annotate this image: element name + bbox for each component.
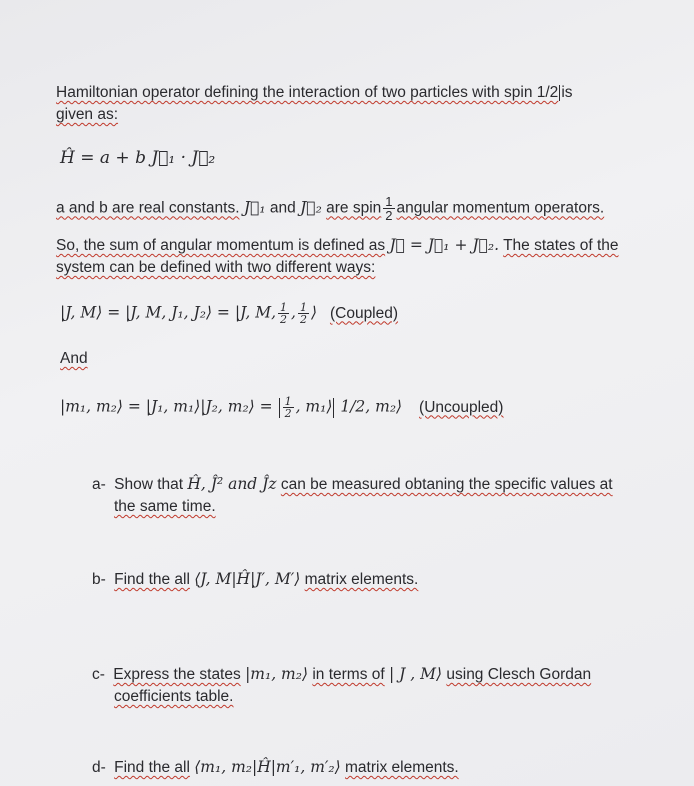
frac-num: 1: [284, 395, 292, 408]
operators-math: Ĥ, Ĵ² and Ĵz: [187, 475, 277, 493]
uncoupled-math-c: 1/2, m₂⟩: [340, 397, 403, 416]
hamiltonian-equation: Ĥ = a + b J⃗₁ · J⃗₂: [60, 148, 216, 168]
question-b: [92, 570, 418, 589]
frac-num: 1: [280, 301, 288, 314]
question-text: Find the all: [114, 759, 190, 776]
para1-and: and: [269, 199, 296, 217]
uncoupled-equation: [60, 396, 503, 419]
question-text: using Clesch Gordan: [446, 666, 592, 683]
para2-text-2: The states of the: [503, 237, 619, 254]
bracket-bar: [279, 398, 280, 418]
uncoupled-label: (Uncoupled): [419, 398, 504, 416]
para1-text-2: are spin: [326, 199, 382, 217]
question-text: Show that: [114, 476, 184, 493]
uncoupled-frac: [283, 396, 294, 419]
para1-line: [56, 195, 604, 222]
coupled-frac-2: [298, 302, 309, 325]
para1-text-3: angular momentum operators.: [396, 199, 605, 217]
question-letter: b-: [92, 571, 106, 588]
and-word: [60, 350, 88, 368]
matrix-element-math: ⟨J, M|Ĥ|J′, M′⟩: [194, 570, 301, 588]
question-letter: c-: [92, 666, 105, 683]
coupled-label: (Coupled): [329, 304, 399, 322]
question-text: Find the all: [114, 571, 190, 588]
frac-den: 2: [299, 313, 307, 326]
question-a-line-2: [114, 498, 216, 516]
coupled-ket-math: | J , M⟩: [389, 665, 443, 683]
para1-text-1: a and b are real constants.: [56, 199, 240, 217]
coupled-math: |J, M⟩ = |J, M, J₁, J₂⟩ = |J, M,: [60, 303, 277, 322]
question-a-line-1: [92, 475, 613, 494]
frac-den: 2: [385, 208, 393, 223]
para2-text-3: system can be defined with two different ways:: [56, 259, 376, 276]
intro-text: Hamiltonian operator defining the interaction of two particles with spin 1/2: [56, 84, 559, 101]
frac-den: 2: [284, 407, 292, 420]
question-text: Express the states: [113, 666, 241, 683]
uncoupled-math: |m₁, m₂⟩ = |J₁, m₁⟩|J₂, m₂⟩ =: [60, 397, 273, 416]
intro-line-1: [56, 84, 573, 102]
question-text: can be measured obtaning the specific values at: [280, 476, 613, 493]
uncoupled-math-b: , m₁⟩: [295, 397, 333, 416]
coupled-equation: [60, 302, 398, 325]
j1-symbol: J⃗₁: [243, 198, 266, 217]
coupled-ket-end: ⟩: [310, 303, 318, 322]
coupled-comma: ,: [291, 303, 296, 322]
para2-line-1: [56, 236, 619, 255]
question-c-line-1: [92, 665, 591, 684]
question-d: [92, 758, 459, 777]
question-text: matrix elements.: [345, 759, 459, 776]
frac-num: 1: [385, 194, 393, 209]
intro-text-is: is: [561, 84, 573, 101]
j2-symbol: J⃗₂: [300, 198, 322, 217]
para2-line-2: [56, 259, 375, 277]
coupled-frac-1: [278, 302, 289, 325]
intro-text-2: given as:: [56, 106, 119, 123]
bracket-bar: [333, 398, 334, 418]
intro-line-2: [56, 106, 118, 124]
para2-text-1: So, the sum of angular momentum is defined as: [56, 237, 386, 254]
question-text: the same time.: [114, 498, 216, 515]
question-text: coefficients table.: [114, 688, 234, 705]
frac-num: 1: [299, 301, 307, 314]
matrix-element-math: ⟨m₁, m₂|Ĥ|m′₁, m′₂⟩: [194, 758, 341, 776]
and-text: And: [60, 350, 88, 367]
question-c-line-2: [114, 688, 233, 706]
question-letter: a-: [92, 476, 106, 493]
uncoupled-ket-math: |m₁, m₂⟩: [245, 665, 309, 683]
half-fraction: [383, 195, 394, 222]
question-text: matrix elements.: [304, 571, 419, 588]
question-letter: d-: [92, 759, 106, 776]
j-sum-equation: J⃗ = J⃗₁ + J⃗₂.: [389, 236, 500, 254]
frac-den: 2: [280, 313, 288, 326]
question-text: in terms of: [312, 666, 385, 683]
